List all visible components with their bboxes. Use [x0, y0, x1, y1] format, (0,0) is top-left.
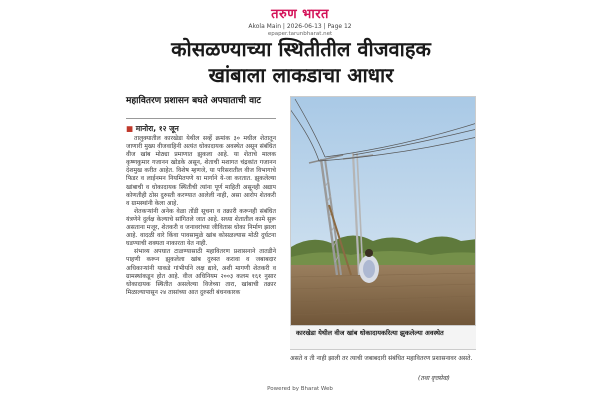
headline-line-1: कोसळण्याच्या स्थितीतील वीजवाहक — [171, 37, 431, 61]
body-paragraph-3: संभाव्य अपघात टाळण्यासाठी महावितरण प्रशासनाने तातडीने पाहणी करून झुकलेला खांब दुरुस्त करावा व जबाबदार अधिकाऱ्यांनी याकडे गांभीर्याने लक्ष द्यावे, अशी मागणी शेतकरी व ग्रामस्थांकडून होत आहे. वीज अधिनियम २००३ कलम १६१ नुसार धोकादायक स्थितीत असलेल्या विजेच्या तारा, खांबाची तक्रार मिळाल्यापासून २४ तासांच्या आत दुरुस्ती बंधनकारक — [126, 248, 276, 296]
article-headline — [96, 36, 506, 88]
body-paragraph-2: शेतकऱ्यांनी अनेक वेळा तोंडी सूचना व तक्रारी करूनही संबंधित यंत्रणेने दुर्लक्ष केल्याचे सांगितले जात आहे. सध्या शेतातील कामे सुरू असताना मजूर, शेतकरी व जनावरांच्या जीवितास धोका निर्माण झाला आहे. वादळी वारे किंवा पावसामुळे खांब कोसळल्यास मोठी दुर्घटना घडण्याची शक्यता नाकारता येत नाही. — [126, 207, 276, 248]
bullet-icon: ■ — [126, 124, 136, 133]
article-byline: (तथा वृत्तसेवा) — [418, 375, 450, 382]
article-photo — [290, 96, 476, 326]
article-body — [126, 135, 276, 297]
epaper-link[interactable]: epaper.tarunbharat.net — [267, 31, 333, 37]
brand-logo[interactable] — [0, 4, 600, 22]
dateline-text: मानोरा, १२ जून — [135, 124, 179, 133]
dateline — [126, 124, 179, 134]
subhead-box — [126, 96, 276, 118]
brand-name: तरुण भारत — [271, 7, 329, 22]
farm-field — [291, 265, 476, 326]
body-paragraph-1: तालुक्यातील कारखेडा येथील सर्व्हे क्रमांक ३० मधील शेतातून जाणारी मुख्य वीजवाहिनी अत्यंत धोकादायक अवस्थेत असून संबंधित वीज खांब मोठ्या प्रमाणात झुकला आहे. या शेताचे मालक कृष्णकुमार गजानन खोडके असून, शेताची मशागत चंद्रकांत गजानन देशमुख करीत आहेत. विशेष म्हणजे, या परिसरातील वीज विभागाचे फिडर व लाईनमन नियमितपणे या मार्गाने ये-जा करतात. झुकलेल्या खांबाची व धोकादायक स्थितीची त्यांना पूर्ण माहिती असूनही अद्याप कोणतीही ठोस दुरुस्ती करण्यात आलेली नाही, असा आरोप शेतकरी व ग्रामस्थांनी केला आहे. — [126, 135, 276, 207]
article-subhead: महावितरण प्रशासन बघते अपघाताची वाट — [126, 96, 261, 106]
edition-info: Akola Main | 2026-06-13 | Page 12 — [248, 23, 352, 30]
headline-line-2: खांबाला लाकडाचा आधार — [208, 63, 394, 87]
subhead-divider — [126, 118, 276, 119]
photo-caption: कारखेडा येथील वीज खांब धोकादायकरित्या झुकलेल्या अवस्थेत — [290, 326, 476, 350]
masthead — [0, 4, 600, 37]
article-continuation: असते व ती नाही झाली तर त्याची जबाबदारी संबंधित महावितरण प्रशासनावर असते. — [290, 355, 473, 362]
electric-pole-photo — [291, 97, 476, 326]
page-footer: Powered by Bharat Web — [267, 386, 333, 392]
